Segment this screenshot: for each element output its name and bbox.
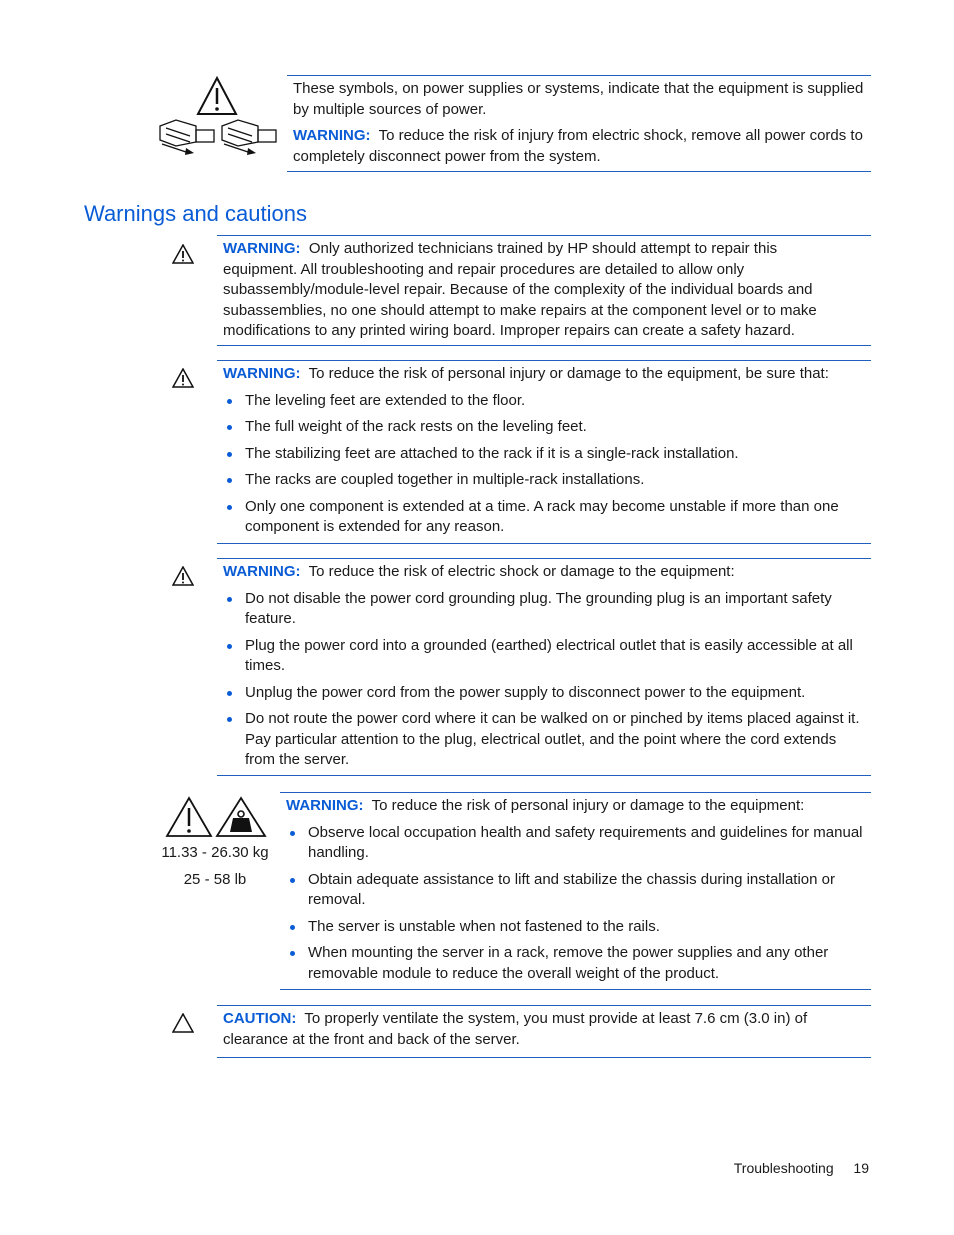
rule <box>217 235 871 236</box>
list-item: When mounting the server in a rack, remove the power supplies and any other removable module to reduce the overall weight of the product. <box>286 943 868 984</box>
warning-electric-shock <box>223 562 868 771</box>
list-item: The server is unstable when not fastened to the rails. <box>286 917 868 938</box>
list-item: Observe local occupation health and safety requirements and guidelines for manual handling. <box>286 823 868 864</box>
list-item: Plug the power cord into a grounded (earthed) electrical outlet that is easily accessible at all times. <box>223 636 868 677</box>
multiple-power-sources-icon <box>156 76 280 156</box>
rule <box>217 1057 871 1058</box>
rule <box>217 1005 871 1006</box>
warning2-intro-text: To reduce the risk of personal injury or damage to the equipment, be sure that: <box>308 365 829 382</box>
list-item: Do not disable the power cord grounding plug. The grounding plug is an important safety feature. <box>223 589 868 630</box>
warning-triangle-icon <box>172 566 194 593</box>
caution-label: CAUTION: <box>223 1010 297 1027</box>
rule <box>217 558 871 559</box>
warning4-list <box>286 823 868 985</box>
rule <box>217 543 871 544</box>
warning2-list <box>223 391 868 538</box>
weight-lb: 25 - 58 lb <box>183 871 247 888</box>
warning-label: WARNING: <box>223 240 301 257</box>
caution-paragraph <box>223 1009 863 1050</box>
warning4-intro <box>286 796 868 817</box>
rule <box>217 360 871 361</box>
power-notice <box>293 79 869 167</box>
warning1-paragraph <box>223 239 843 342</box>
list-item: Only one component is extended at a time. A rack may become unstable if more than one component is extended for any reason. <box>223 497 868 538</box>
warning-triangle-icon <box>172 368 194 395</box>
page-footer <box>734 1158 869 1179</box>
list-item: The stabilizing feet are attached to the rack if it is a single-rack installation. <box>223 444 868 465</box>
power-notice-warning-text: To reduce the risk of injury from electric shock, remove all power cords to completely disconnect power from the system. <box>293 127 863 165</box>
warning1-text: Only authorized technicians trained by HP should attempt to repair this equipment. All troubleshooting and repair procedures are detailed to allow only subassembly/module-level repair. Because of the complexity of the individual boards and subassemblies, no one should attempt to make repairs at the component level or to make modifications to any printed wiring board. Improper repairs can create a safety hazard. <box>223 240 817 339</box>
warning4-intro-text: To reduce the risk of personal injury or damage to the equipment: <box>371 797 805 814</box>
warning-authorized-technicians <box>223 239 843 342</box>
heavy-weight-warning-icon <box>165 796 267 845</box>
rule <box>287 75 871 76</box>
caution-text: To properly ventilate the system, you must provide at least 7.6 cm (3.0 in) of clearance at the front and back of the server. <box>223 1010 808 1048</box>
list-item: Unplug the power cord from the power supply to disconnect power to the equipment. <box>223 683 868 704</box>
warning-heavy-lifting <box>286 796 868 984</box>
power-notice-warning <box>293 126 869 167</box>
power-notice-text: These symbols, on power supplies or systems, indicate that the equipment is supplied by multiple sources of power. <box>293 80 864 118</box>
warning2-intro <box>223 364 868 385</box>
rule <box>280 989 871 990</box>
list-item: The racks are coupled together in multiple-rack installations. <box>223 470 868 491</box>
caution-ventilation <box>223 1009 863 1050</box>
warning-label: WARNING: <box>286 797 364 814</box>
list-item: The full weight of the rack rests on the leveling feet. <box>223 417 868 438</box>
section-heading: Warnings and cautions <box>84 201 307 226</box>
warning3-list <box>223 589 868 771</box>
warning-rack-stability <box>223 364 868 538</box>
warning-label: WARNING: <box>223 563 301 580</box>
list-item: The leveling feet are extended to the floor. <box>223 391 868 412</box>
weight-kg: 11.33 - 26.30 kg <box>161 844 269 861</box>
rule <box>287 171 871 172</box>
warning-label: WARNING: <box>223 365 301 382</box>
caution-triangle-icon <box>172 1013 194 1040</box>
footer-section: Troubleshooting <box>733 1160 834 1176</box>
rule <box>217 775 871 776</box>
warning-label: WARNING: <box>293 127 371 144</box>
list-item: Do not route the power cord where it can be walked on or pinched by items placed against it. Pay particular attention to the plug, electrical outlet, and the point where the cord extends from the server. <box>223 709 868 771</box>
list-item: Obtain adequate assistance to lift and stabilize the chassis during installation or removal. <box>286 870 868 911</box>
rule <box>217 345 871 346</box>
warning-triangle-icon <box>172 244 194 271</box>
warning3-intro-text: To reduce the risk of electric shock or damage to the equipment: <box>308 563 735 580</box>
warning3-intro <box>223 562 868 583</box>
page-number: 19 <box>853 1160 869 1176</box>
rule <box>280 792 871 793</box>
